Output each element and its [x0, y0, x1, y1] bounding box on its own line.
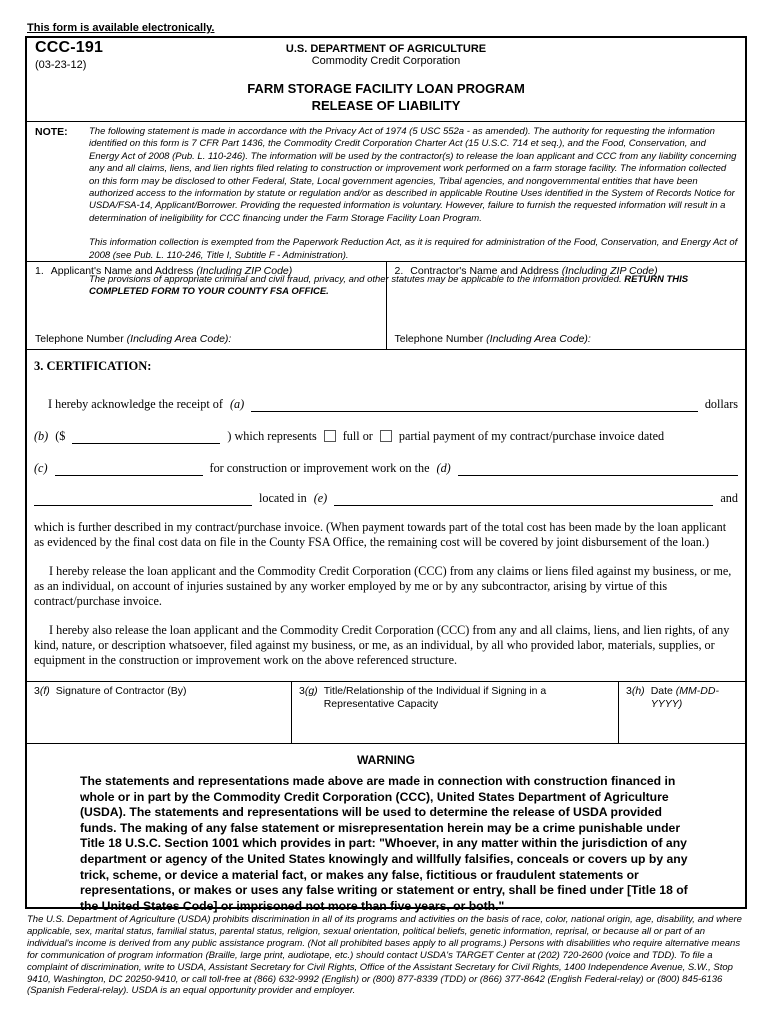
- location-blank[interactable]: [334, 491, 713, 506]
- signature-of-contractor-label: 3(f) Signature of Contractor (By): [34, 685, 187, 697]
- date-input[interactable]: [626, 711, 741, 741]
- partial-payment-checkbox[interactable]: [380, 430, 392, 442]
- nondiscrimination-disclaimer: The U.S. Department of Agriculture (USDA) prohibits discrimination in all of its programs and activities on the basis of race, color, national origin, age, disability, and where applicable, sex, marital status, familial status, parental status, religion, sexual orientation, political beliefs, genetic information, reprisal, or because all or part of an individual's income is derived from any public assistance program. (Not all prohibited bases apply to all programs.) Persons with disabilities who require alternative means for communication of program information (Braille, large print, audiotape, etc.) should contact USDA's TARGET Center at (202) 720-2600 (voice and TDD). To file a complaint of discrimination, write to USDA, Assistant Secretary for Civil Rights, Office of the Assistant Secretary for Civil Rights, 1400 Independence Avenue, S.W., Stop 9410, Washington, DC 20250-9410, or call toll-free at (866) 632-9992 (English) or (800) 877-8339 (TDD) or (866) 377-8642 (English Federal-relay) or (800) 845-6136 (Spanish Federal-relay). USDA is an equal opportunity provider and employer.: [27, 914, 742, 997]
- signature-of-contractor-cell: [27, 682, 292, 743]
- amount-numeric-blank[interactable]: [72, 429, 220, 444]
- structure-description-blank-2[interactable]: [34, 491, 252, 506]
- contractor-cell: [387, 262, 746, 349]
- return-to-fsa-office-notice: RETURN THIS COMPLETED FORM TO YOUR COUNTY FSA OFFICE.: [89, 274, 689, 298]
- warning-title: WARNING: [357, 753, 415, 767]
- warning-body: The statements and representations made above are made in connection with construction financed in whole or in part by the Commodity Credit Corporation (CCC), United States Department of Agriculture (USDA). The statements and representations will be used to determine the release of USDA provided funds. The making of any false statement or misrepresentation herein may be a crime punishable under Title 18 U.S.C. Section 1001 which provides in part: "Whoever, in any matter within the jurisdiction of any department or agency of the United States knowingly and willfully falsifies, conceals or covers up by any trick, scheme, or device a material fact, or makes any false, fictitious or fraudulent statements or representations, or makes or uses any false writing or statement or entry, shall be fined under [Title 18 of the United States Code] or imprisoned not more than five years, or both.": [80, 774, 688, 913]
- cert-paragraph-3: I hereby also release the loan applicant and the Commodity Credit Corporation (CCC) from any and all claims, liens, and lien rights, of any kind, nature, or description whatsoever, filed against my business, or me, as an individual, by all who provided labor, materials, supplies, or equipment in the construction or improvement work on the above referenced structure.: [34, 623, 730, 667]
- signature-section: [27, 682, 745, 744]
- applicant-address-input[interactable]: [35, 277, 380, 333]
- title-relationship-label: 3(g) Title/Relationship of the Individual if Signing in a Representative Capacity: [299, 685, 547, 710]
- agency-name: U.S. DEPARTMENT OF AGRICULTURE: [285, 43, 487, 55]
- certification-heading: 3. CERTIFICATION:: [34, 359, 152, 373]
- note-paragraph-1: The following statement is made in accordance with the Privacy Act of 1974 (5 USC 552a - as amended). The authority for requesting the information identified on this form is 7 CFR Part 1436, the Commodity Credit Corporation Charter Act (15 U.S.C. 714 et seq.), and the Food, Conservation, and Energy Act of 2008 (Pub. L. 110-246). The information will be used by the contractor(s) to release the loan applicant and CCC from any liability concerning any and all claims, liens, and lien rights filed relating to construction or improvement work performed on a farm storage facility. The information collected on this form may be disclosed to other Federal, State, Local government agencies, Tribal agencies, and nongovernmental entities that have been authorized access to the information by statute or regulation and/or as described in applicable Routine Uses identified in the System of Records Notice for USDA/FSA-14, Applicant/Borrower. Providing the requested information is voluntary. However, failure to furnish the requested information will result in a determination of ineligibility for CCC financing under the Farm Storage Facility Loan Program.: [89, 126, 737, 224]
- form-revision-date: (03-23-12): [35, 59, 87, 71]
- title-relationship-input[interactable]: [299, 711, 614, 741]
- cert-paragraph-2: I hereby release the loan applicant and the Commodity Credit Corporation (CCC) from any claims or liens filed against my business, or me, as an individual, on account of injuries sustained by any worker employed by me or by any subcontractor, arising by virtue of this contract/purchase invoice.: [34, 564, 732, 608]
- applicant-label: 1. Applicant's Name and Address (Including ZIP Code): [35, 265, 293, 277]
- electronic-availability-note: This form is available electronically.: [27, 22, 215, 34]
- receipt-amount-line: I hereby acknowledge the receipt of (a) dollars: [48, 397, 738, 411]
- contractor-phone-label: Telephone Number (Including Area Code):: [394, 333, 591, 345]
- note-paragraph-3: The provisions of appropriate criminal and civil fraud, privacy, and other statutes may be applicable to the information provided. RETURN THIS COMPLETED FORM TO YOUR COUNTY FSA OFFICE.: [89, 274, 689, 298]
- applicant-cell: [27, 262, 387, 349]
- payment-amount-line: (b) ($ ) which represents full or partial payment of my contract/purchase invoice dated: [34, 429, 665, 443]
- title-relationship-cell: [292, 682, 619, 743]
- contractor-address-input[interactable]: [395, 277, 740, 333]
- form-number: CCC-191: [35, 39, 104, 56]
- cert-paragraph-1: which is further described in my contract/purchase invoice. (When payment towards part of the total cost has been made by the loan applicant as evidenced by the final cost data on file in the County FSA Office, the remaining cost will be covered by joint disbursement of the loan.): [34, 520, 727, 549]
- date-label: 3(h) Date (MM-DD-YYYY): [626, 685, 719, 710]
- note-label: NOTE:: [35, 126, 68, 138]
- note-paragraph-2: This information collection is exempted from the Paperwork Reduction Act, as it is required for administration of the Food, Conservation, and Energy Act of 2008 (see Pub. L. 110-246, Title I, Subtitle F - Administration).: [89, 237, 738, 261]
- contractor-signature-input[interactable]: [34, 698, 287, 741]
- structure-description-blank[interactable]: [458, 461, 738, 476]
- form-header: [27, 38, 745, 122]
- warning-section: [27, 744, 745, 913]
- certification-section: [27, 350, 745, 682]
- date-cell: [619, 682, 745, 743]
- full-payment-checkbox[interactable]: [324, 430, 336, 442]
- invoice-date-line: (c) for construction or improvement work on the (d): [34, 461, 738, 476]
- agency-division: Commodity Credit Corporation: [311, 55, 461, 67]
- applicant-phone-label: Telephone Number (Including Area Code):: [35, 333, 232, 345]
- form-title: FARM STORAGE FACILITY LOAN PROGRAM: [247, 81, 525, 96]
- contractor-label: 2. Contractor's Name and Address (Including ZIP Code): [394, 265, 658, 277]
- location-line: located in (e) and: [34, 491, 738, 506]
- form-subtitle: RELEASE OF LIABILITY: [311, 98, 461, 113]
- parties-section: [27, 262, 745, 350]
- receipt-amount-words-blank[interactable]: [251, 397, 698, 412]
- form-outer-box: [25, 36, 747, 913]
- invoice-date-blank[interactable]: [55, 461, 203, 476]
